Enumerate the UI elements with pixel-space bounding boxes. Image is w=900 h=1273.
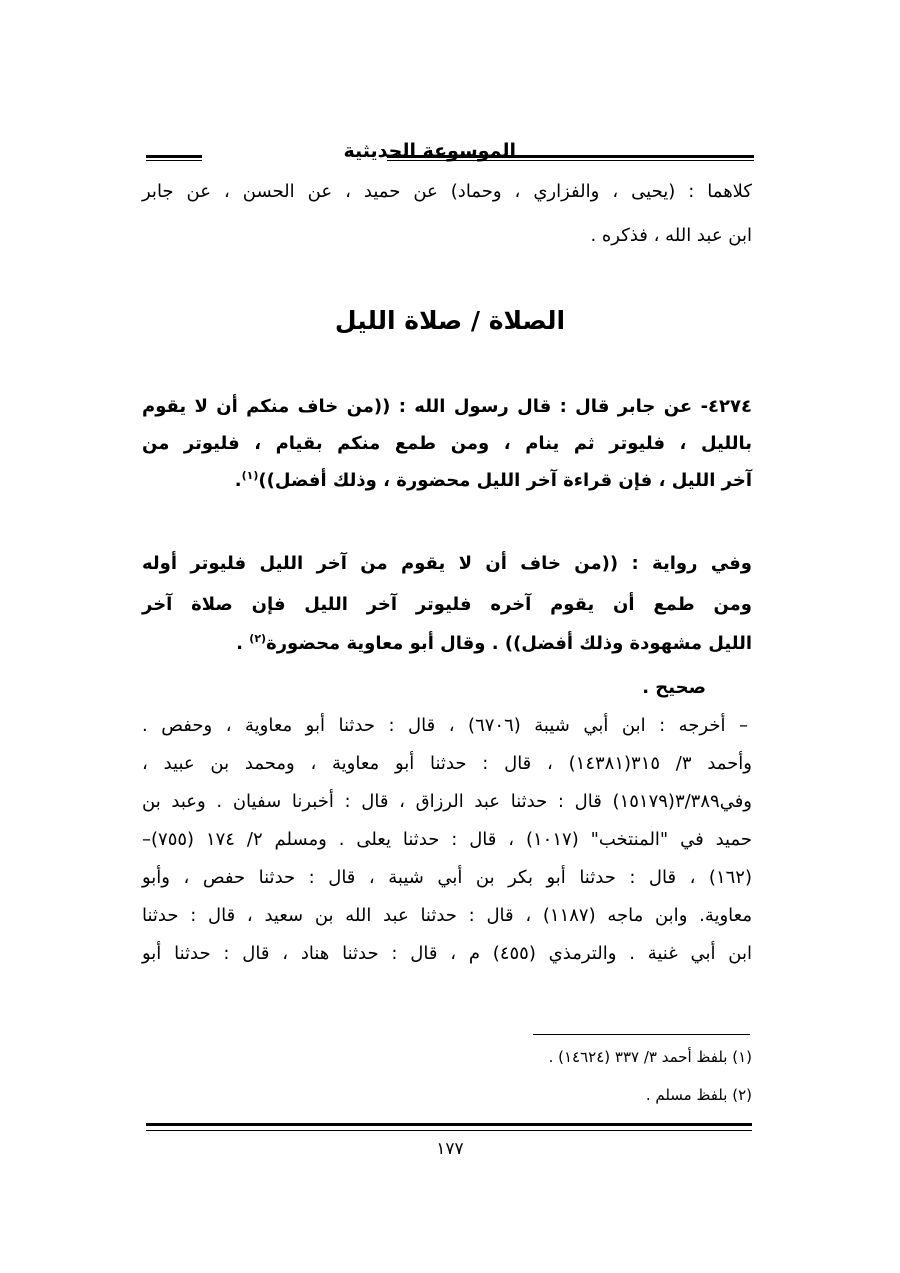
- riwaya-line-1: وفي رواية : ((من خاف أن لا يقوم من آخر الليل فليوتر أوله: [142, 553, 752, 574]
- bottom-rule-thin: [146, 1130, 752, 1131]
- takhrij-line-3: وفي٣/٣٨٩(١٥١٧٩) قال : حدثنا عبد الرزاق ، قال : أخبرنا سفيان . وعبد بن: [142, 791, 752, 812]
- takhrij-line-5: (١٦٢) ، قال : حدثنا أبو بكر بن أبي شيبة ، قال : حدثنا حفص ، وأبو: [142, 867, 752, 888]
- riwaya-line-3-tail: .: [236, 633, 250, 654]
- takhrij-line-1: – أخرجه : ابن أبي شيبة (٦٧٠٦) ، قال : حدثنا أبو معاوية ، وحفص .: [142, 715, 748, 736]
- footnote-ref-2: (٢): [249, 632, 267, 645]
- hadith-line-3-text: آخر الليل ، فإن قراءة آخر الليل محضورة ، وذلك أفضل)): [258, 470, 752, 491]
- hadith-line-3: [142, 467, 752, 495]
- hadith-line-1: ٤٢٧٤- عن جابر قال : قال رسول الله : ((من خاف منكم أن لا يقوم: [142, 396, 752, 417]
- footnote-ref-1: (١): [241, 469, 259, 482]
- footnote-1: (١) بلفظ أحمد ٣/ ٣٣٧ (١٤٦٢٤) .: [548, 1048, 752, 1066]
- takhrij-line-4: حميد في "المنتخب" (١٠١٧) ، قال : حدثنا يعلى . ومسلم ٢/ ١٧٤ (٧٥٥)–: [142, 829, 753, 850]
- bottom-rule-thick: [146, 1123, 752, 1126]
- grade-label: صحيح .: [642, 677, 706, 698]
- takhrij-line-7: ابن أبي غنية . والترمذي (٤٥٥) م ، قال : حدثنا هناد ، قال : حدثنا أبو: [142, 943, 752, 964]
- riwaya-line-3: [142, 630, 752, 658]
- takhrij-line-6: معاوية. وابن ماجه (١١٨٧) ، قال : حدثنا عبد الله بن سعيد ، قال : حدثنا: [142, 905, 752, 926]
- riwaya-line-2: ومن طمع أن يقوم آخره فليوتر آخر الليل فإن صلاة آخر: [142, 594, 752, 615]
- hadith-line-3-tail: .: [234, 470, 242, 491]
- intro-line-1: كلاهما : (يحيى ، والفزاري ، وحماد) عن حميد ، عن الحسن ، عن جابر: [142, 181, 752, 202]
- riwaya-line-3-text: الليل مشهودة وذلك أفضل)) . وقال أبو معاوية محضورة: [266, 633, 752, 654]
- running-header-title: الموسوعة الحديثية: [343, 140, 516, 162]
- footnote-separator: [533, 1034, 750, 1035]
- footnote-2: (٢) بلفظ مسلم .: [645, 1086, 752, 1104]
- takhrij-line-2: وأحمد ٣/ ٣١٥(١٤٣٨١) ، قال : حدثنا أبو معاوية ، ومحمد بن عبيد ،: [142, 753, 753, 774]
- section-heading: الصلاة / صلاة الليل: [334, 306, 566, 335]
- hadith-line-2: بالليل ، فليوتر ثم ينام ، ومن طمع منكم بقيام ، فليوتر من: [142, 433, 752, 454]
- header-rule-left: [146, 155, 202, 161]
- page-number: ١٧٧: [436, 1139, 464, 1159]
- intro-line-2: ابن عبد الله ، فذكره .: [590, 225, 752, 246]
